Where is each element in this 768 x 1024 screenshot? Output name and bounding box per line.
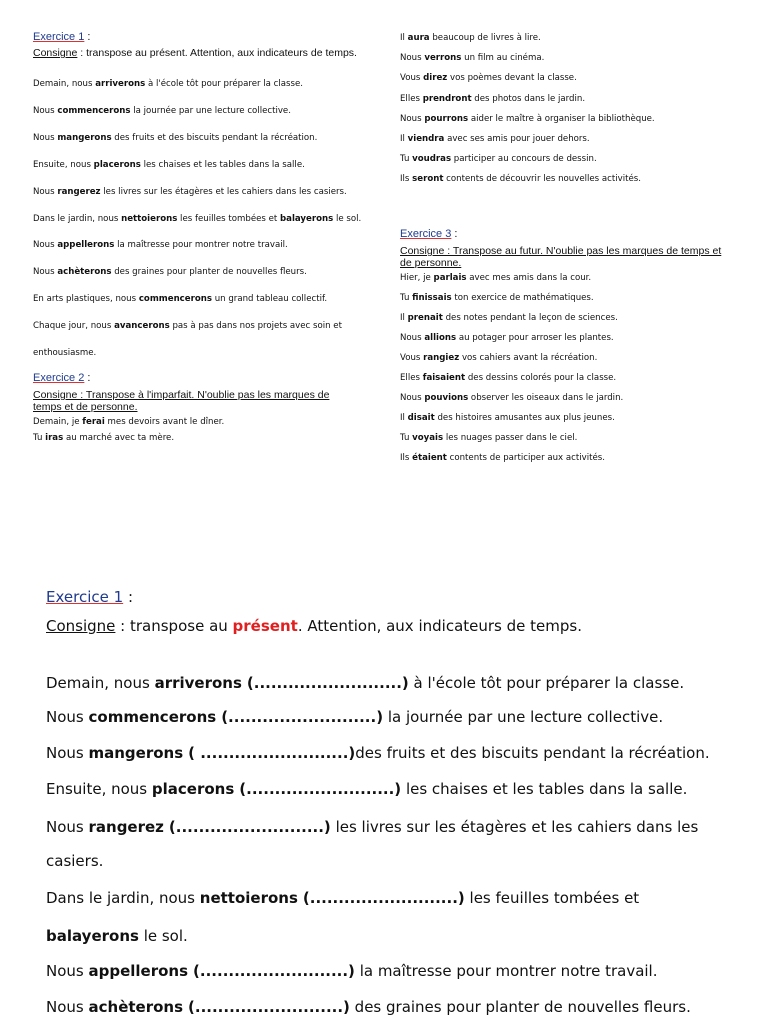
zoom-sentence-line [46, 889, 639, 907]
sentence-text: casiers. [46, 852, 104, 870]
sentence-text: avec mes amis dans la cour. [466, 273, 592, 283]
sentence-text: les chaises et les tables dans la salle. [140, 159, 305, 170]
sentence-line [400, 33, 541, 44]
sentence-text: les livres sur les étagères et les cahiers dans les [330, 818, 699, 836]
sentence-line [400, 353, 597, 364]
sentence-text: Tu [400, 293, 413, 303]
conjugated-verb: nettoierons [121, 213, 178, 224]
conjugated-verb: rangiez [423, 353, 460, 363]
answer-blank: (..........................) [188, 998, 350, 1016]
conjugated-verb: iras [45, 433, 64, 443]
sentence-text: Hier, je [400, 273, 434, 283]
conjugated-verb: voudras [412, 154, 452, 165]
exercise-2-instruction: Consigne : Transpose à l'imparfait. N'oublie pas les marques de temps et de personne. [33, 389, 330, 413]
exercise-1-instruction: Consigne : transpose au présent. Attention, aux indicateurs de temps. [33, 47, 357, 59]
sentence-text: vos cahiers avant la récréation. [459, 353, 598, 363]
zoom-sentence-line [46, 998, 691, 1016]
sentence-text: à l'école tôt pour préparer la classe. [145, 79, 303, 89]
sentence-text: contents de découvrir les nouvelles activités. [443, 174, 641, 185]
sentence-text: Demain, nous [46, 674, 155, 692]
sentence-text: Il [400, 33, 408, 43]
sentence-line [33, 133, 317, 144]
sentence-line [33, 267, 307, 278]
sentence-text: un film au cinéma. [461, 53, 545, 64]
conjugated-verb: allions [424, 333, 457, 343]
exercise-2-sentences [33, 417, 368, 457]
conjugated-verb: aura [407, 33, 430, 43]
conjugated-verb: arriverons [154, 674, 242, 692]
zoom-sentence-line [46, 818, 698, 836]
sentence-text: Tu [400, 154, 413, 165]
sentence-line [33, 160, 305, 171]
exercise-1-sentences [33, 79, 368, 369]
conjugated-verb: placerons [93, 159, 141, 170]
sentence-text: Il [400, 134, 408, 144]
sentence-line [400, 134, 590, 145]
sentence-text: Chaque jour, nous [33, 321, 115, 332]
sentence-line [400, 453, 605, 464]
sentence-text: observer les oiseaux dans le jardin. [468, 393, 624, 403]
conjugated-verb: voyais [412, 433, 444, 443]
sentence-text: un grand tableau collectif. [211, 294, 328, 305]
exercise-2-sentences-continued [400, 33, 730, 203]
conjugated-verb: commencerons [138, 294, 212, 305]
conjugated-verb: arriverons [95, 79, 146, 89]
conjugated-verb: commencerons [88, 708, 217, 726]
sentence-text: Il [400, 313, 408, 323]
sentence-text: Il [400, 413, 408, 423]
sentence-text: la journée par une lecture collective. [130, 105, 291, 116]
sentence-text: avec ses amis pour jouer dehors. [444, 134, 590, 144]
sentence-text: pas à pas dans nos projets avec soin et [169, 321, 342, 332]
sentence-text: des histoires amusantes aux plus jeunes. [434, 413, 615, 423]
sentence-text: Elles [400, 93, 423, 104]
sentence-line [400, 293, 594, 304]
exercise-3-sentences [400, 273, 730, 473]
conjugated-verb: viendra [407, 134, 445, 144]
sentence-text: Ils [400, 174, 413, 185]
zoom-sentence-line [46, 744, 710, 762]
sentence-text: les livres sur les étagères et les cahiers dans les casiers. [100, 186, 347, 197]
sentence-line [33, 214, 361, 225]
sentence-text: au marché avec ta mère. [63, 433, 175, 443]
conjugated-verb: balayerons [46, 927, 139, 945]
sentence-text: enthousiasme. [33, 348, 97, 358]
sentence-text: Nous [33, 267, 58, 278]
sentence-text: Nous [46, 818, 89, 836]
conjugated-verb: achèterons [88, 998, 184, 1016]
sentence-text: Nous [33, 105, 58, 116]
answer-blank: (..........................) [302, 889, 465, 907]
sentence-line [400, 114, 655, 125]
right-column [400, 33, 730, 473]
sentence-text: Nous [33, 240, 58, 251]
conjugated-verb: étaient [412, 453, 447, 463]
exercise-1-title: Exercice 1 : [33, 31, 91, 43]
sentence-text: participer au concours de dessin. [451, 154, 597, 165]
sentence-text: Ensuite, nous [33, 159, 94, 170]
conjugated-verb: seront [412, 174, 444, 185]
sentence-text: Nous [46, 962, 89, 980]
zoom-exercise-title: Exercice 1 : [46, 588, 133, 606]
conjugated-verb: mangerons [88, 744, 184, 762]
sentence-line [400, 174, 641, 185]
conjugated-verb: mangerons [57, 132, 112, 143]
answer-blank: (..........................) [168, 818, 331, 836]
sentence-line [400, 313, 618, 324]
sentence-text: Nous [33, 132, 58, 143]
sentence-line [33, 433, 174, 444]
sentence-text: des photos dans le jardin. [471, 93, 586, 104]
sentence-line [33, 321, 342, 332]
sentence-text: le sol. [138, 927, 188, 945]
sentence-text: Nous [400, 393, 425, 403]
sentence-line [400, 333, 614, 344]
sentence-text: vos poèmes devant la classe. [447, 73, 577, 84]
sentence-text: le sol. [333, 213, 362, 224]
answer-blank: (..........................) [221, 708, 384, 726]
conjugated-verb: prendront [422, 93, 472, 104]
sentence-text: aider le maître à organiser la bibliothèque. [468, 113, 655, 124]
sentence-text: En arts plastiques, nous [33, 294, 139, 305]
answer-blank: ( ..........................) [188, 744, 356, 762]
sentence-line [33, 348, 96, 359]
sentence-line [33, 187, 347, 198]
sentence-text: des fruits et des biscuits pendant la récréation. [111, 132, 318, 143]
answer-blank: (..........................) [239, 780, 402, 798]
conjugated-verb: direz [423, 73, 448, 84]
sentence-text: des notes pendant la leçon de sciences. [442, 313, 618, 323]
conjugated-verb: rangerez [88, 818, 164, 836]
zoom-sentence-line [46, 927, 188, 945]
conjugated-verb: pouvions [424, 393, 469, 403]
sentence-line [400, 413, 615, 424]
conjugated-verb: verrons [424, 53, 462, 64]
sentence-text: Demain, nous [33, 79, 96, 89]
zoom-sentence-line [46, 780, 687, 798]
conjugated-verb: placerons [151, 780, 235, 798]
conjugated-verb: commencerons [57, 105, 131, 116]
sentence-text: Ensuite, nous [46, 780, 152, 798]
zoom-sentence-line [46, 962, 658, 980]
sentence-text: Ils [400, 453, 413, 463]
sentence-text: les feuilles tombées et [464, 889, 640, 907]
sentence-text: Nous [46, 708, 89, 726]
sentence-text: Nous [400, 113, 425, 124]
sentence-text: Demain, je [33, 417, 83, 427]
conjugated-verb: avancerons [114, 321, 170, 332]
sentence-line [400, 393, 623, 404]
sentence-text: des graines pour planter de nouvelles fleurs. [111, 267, 307, 278]
conjugated-verb: nettoierons [199, 889, 298, 907]
sentence-text: des fruits et des biscuits pendant la récréation. [355, 744, 710, 762]
sentence-text: Dans le jardin, nous [46, 889, 200, 907]
sentence-text: Dans le jardin, nous [33, 213, 122, 224]
zoom-instruction: Consigne : transpose au présent. Attention, aux indicateurs de temps. [46, 617, 582, 635]
sentence-line [33, 294, 327, 305]
sentence-text: Nous [400, 333, 425, 343]
sentence-text: Tu [33, 433, 46, 443]
conjugated-verb: parlais [433, 273, 467, 283]
sentence-line [33, 240, 288, 251]
sentence-text: des dessins colorés pour la classe. [465, 373, 617, 383]
conjugated-verb: balayerons [280, 213, 334, 224]
sentence-line [33, 79, 303, 90]
conjugated-verb: prenait [407, 313, 443, 323]
sentence-line [400, 373, 616, 384]
conjugated-verb: pourrons [424, 113, 469, 124]
sentence-text: les nuages passer dans le ciel. [443, 433, 578, 443]
exercise-3-title: Exercice 3 : [400, 228, 458, 240]
sentence-text: mes devoirs avant le dîner. [104, 417, 225, 427]
sentence-text: la maîtresse pour montrer notre travail. [114, 240, 288, 251]
sentence-text: Nous [46, 998, 89, 1016]
sentence-line [400, 73, 577, 84]
answer-blank: (..........................) [193, 962, 355, 980]
left-column [33, 30, 368, 457]
conjugated-verb: appellerons [57, 240, 115, 251]
answer-blank: (..........................) [246, 674, 409, 692]
sentence-text: beaucoup de livres à lire. [429, 33, 541, 43]
sentence-line [400, 433, 577, 444]
sentence-line [400, 273, 591, 284]
sentence-text: ton exercice de mathématiques. [451, 293, 594, 303]
sentence-text: Nous [400, 53, 425, 64]
sentence-line [33, 106, 291, 117]
sentence-text: les chaises et les tables dans la salle. [401, 780, 688, 798]
exercise-3-instruction: Consigne : Transpose au futur. N'oublie pas les marques de temps et de personne. [400, 245, 722, 269]
sentence-text: Nous [33, 186, 58, 197]
sentence-line [33, 417, 224, 428]
conjugated-verb: faisaient [422, 373, 466, 383]
sentence-line [400, 53, 544, 64]
zoom-sentence-line [46, 708, 663, 726]
sentence-text: Nous [46, 744, 89, 762]
conjugated-verb: finissais [412, 293, 452, 303]
conjugated-verb: rangerez [57, 186, 101, 197]
sentence-text: Elles [400, 373, 423, 383]
sentence-text: les feuilles tombées et [177, 213, 280, 224]
zoom-sentence-line [46, 674, 684, 692]
sentence-line [400, 154, 597, 165]
conjugated-verb: ferai [82, 417, 105, 427]
sentence-line [400, 94, 585, 105]
sentence-text: Vous [400, 73, 424, 84]
exercise-2-title: Exercice 2 : [33, 372, 91, 384]
sentence-text: à l'école tôt pour préparer la classe. [408, 674, 685, 692]
sentence-text: des graines pour planter de nouvelles fleurs. [349, 998, 691, 1016]
conjugated-verb: appellerons [88, 962, 189, 980]
exercise-1-zoomed [0, 545, 768, 1024]
sentence-text: au potager pour arroser les plantes. [456, 333, 614, 343]
zoom-sentence-line [46, 852, 103, 870]
sentence-text: la journée par une lecture collective. [383, 708, 664, 726]
sentence-text: Vous [400, 353, 424, 363]
sentence-text: Tu [400, 433, 413, 443]
conjugated-verb: disait [407, 413, 435, 423]
sentence-text: la maîtresse pour montrer notre travail. [354, 962, 658, 980]
conjugated-verb: achèterons [57, 267, 112, 278]
sentence-text: contents de participer aux activités. [446, 453, 605, 463]
